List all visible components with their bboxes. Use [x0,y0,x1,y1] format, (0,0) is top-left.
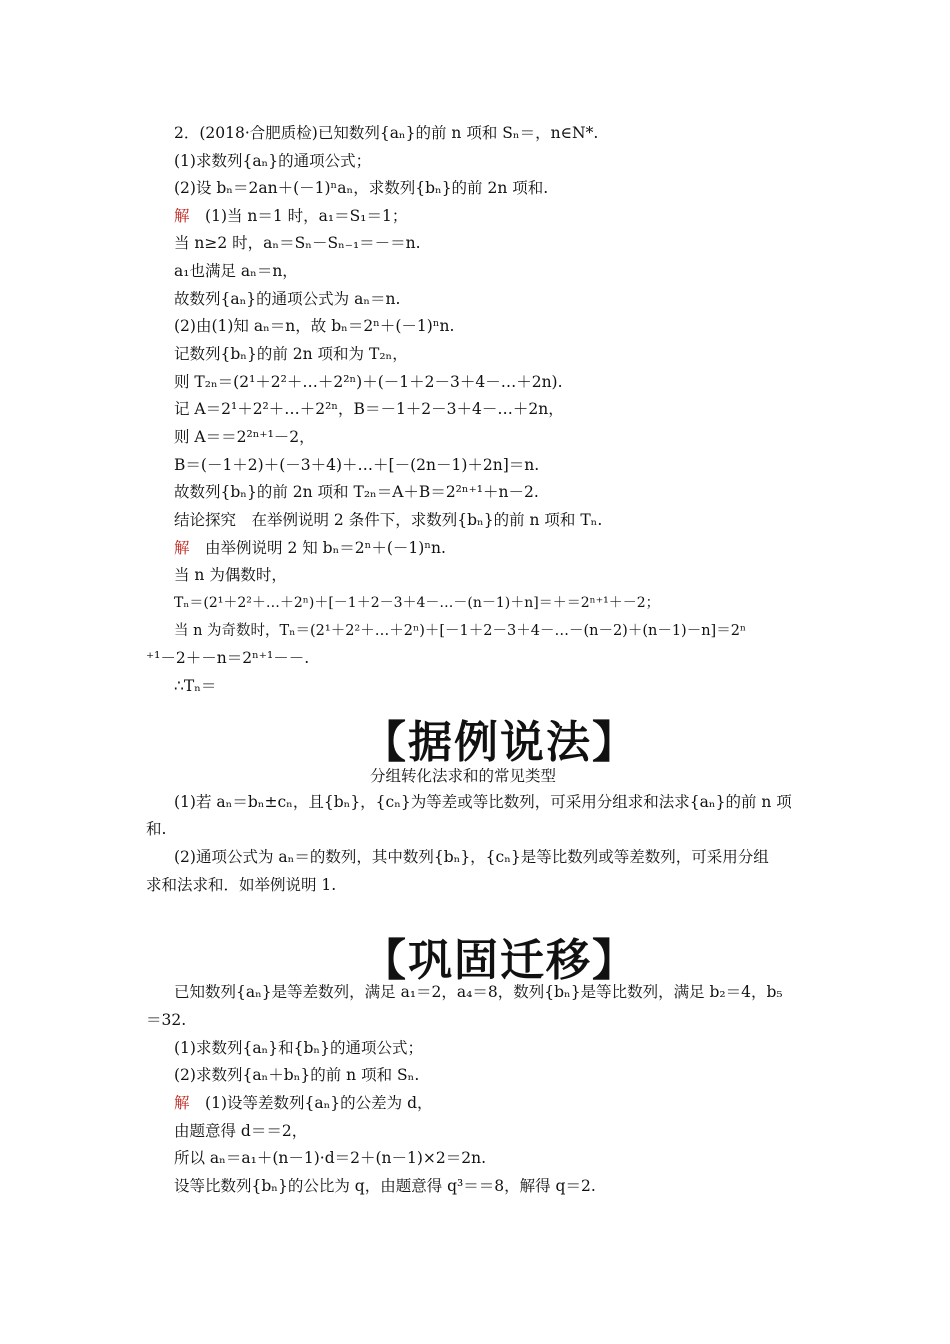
text-line: 所以 aₙ＝a₁＋(n－1)·d＝2＋(n－1)×2＝2n. [174,1149,487,1167]
text-line [174,1121,307,1141]
text-line: ＝32. [146,1011,187,1029]
text-line: Tₙ＝(2¹＋2²＋…＋2ⁿ)＋[－1＋2－3＋4－…－(n－1)＋n]＝＋＝2ⁿ⁺¹＋－2； [174,595,660,611]
text-line: 则 A＝＝2²ⁿ⁺¹－2， [174,428,315,446]
text-line: (1)求数列{aₙ}的通项公式； [174,152,372,170]
text-line: (1)当 n＝1 时，a₁＝S₁＝1； [205,207,408,225]
text-line [174,372,563,392]
section-banner-practice: 【巩固迁移】 [362,935,638,986]
text-line [174,1148,486,1168]
text-line: 结论探究 在举例说明 2 条件下，求数列{bₙ}的前 n 项和 Tₙ. [174,511,603,529]
solution-line [174,538,446,558]
text-line [146,1010,186,1030]
text-line [174,565,287,585]
paragraph-line [174,792,792,812]
section-banner-method: 【据例说法】 [362,717,638,768]
solution-line [174,1093,433,1113]
text-line: 故数列{bₙ}的前 2n 项和 T₂ₙ＝A＋B＝2²ⁿ⁺¹＋n－2. [174,483,539,501]
text-line [174,261,298,281]
text-line [146,648,309,668]
text-line [174,289,400,309]
text-line: 和. [146,820,167,838]
text-line: (2)设 bₙ＝2an＋(－1)ⁿaₙ，求数列{bₙ}的前 2n 项和. [174,179,549,197]
text-line: 求和法求和．如举例说明 1. [146,876,337,894]
text-line: 当 n 为奇数时，Tₙ＝(2¹＋2²＋…＋2ⁿ)＋[－1＋2－3＋4－…－(n－2)＋(n－1)－n]＝2ⁿ [174,623,747,639]
text-line [174,593,660,613]
text-line: B＝(－1＋2)＋(－3＋4)＋…＋[－(2n－1)＋2n]＝n. [174,456,540,474]
text-line: (2)通项公式为 aₙ＝的数列，其中数列{bₙ}，{cₙ}是等比数列或等差数列，可采用分组 [174,848,769,866]
text-line: 则 T₂ₙ＝(2¹＋2²＋…＋2²ⁿ)＋(－1＋2－3＋4－…＋2n). [174,373,563,391]
text-line: 设等比数列{bₙ}的公比为 q，由题意得 q³＝＝8，解得 q＝2. [174,1177,596,1195]
text-line: 当 n≥2 时，aₙ＝Sₙ－Sₙ₋₁＝－＝n. [174,234,421,252]
text-line: 2．(2018·合肥质检)已知数列{aₙ}的前 n 项和 Sₙ＝，n∈N*. [174,124,599,142]
part-1-question [174,1038,423,1058]
text-line [174,344,408,364]
text-line: 记 A＝2¹＋2²＋…＋2²ⁿ，B＝－1＋2－3＋4－…＋2n， [174,400,564,418]
solution-line [174,206,407,226]
practice-statement [174,982,783,1002]
part-2-question [174,1065,419,1085]
paragraph-line [146,875,336,895]
text-line: (2)求数列{aₙ＋bₙ}的前 n 项和 Sₙ. [174,1066,420,1084]
solution-label: 解 [174,1094,190,1112]
text-line: 故数列{aₙ}的通项公式为 aₙ＝n. [174,290,401,308]
text-line: ∴Tₙ＝ [174,677,217,695]
text-line [174,1176,596,1196]
text-line [174,455,539,475]
solution-label: 解 [174,539,190,557]
text-line: a₁也满足 aₙ＝n， [174,262,298,280]
text-line: (1)若 aₙ＝bₙ±cₙ，且{bₙ}，{cₙ}为等差或等比数列，可采用分组求和法求{aₙ}的前 n 项 [174,793,792,811]
paragraph-line [146,819,166,839]
solution-label: 解 [174,207,190,225]
text-line [174,316,454,336]
text-line: (2)由(1)知 aₙ＝n，故 bₙ＝2ⁿ＋(－1)ⁿn. [174,317,455,335]
text-line [174,233,421,253]
text-line: ⁺¹－2＋－n＝2ⁿ⁺¹－－. [146,649,310,667]
text-line [174,399,564,419]
text-line: 记数列{bₙ}的前 2n 项和为 T₂ₙ， [174,345,408,363]
text-line [174,427,315,447]
text-line: 已知数列{aₙ}是等差数列，满足 a₁＝2，a₄＝8，数列{bₙ}是等比数列，满足 b₂＝4，b₅ [174,983,783,1001]
text-line [174,482,539,502]
text-line: 由举例说明 2 知 bₙ＝2ⁿ＋(－1)ⁿn. [205,539,446,557]
text-line [174,621,746,641]
text-line: 当 n 为偶数时， [174,566,287,584]
text-line [174,676,216,696]
part-2-question [174,178,548,198]
text-line: (1)设等差数列{aₙ}的公差为 d， [205,1094,433,1112]
problem-statement [174,123,598,143]
paragraph-line [174,847,769,867]
part-1-question [174,151,371,171]
text-line: 由题意得 d＝＝2， [174,1122,308,1140]
text-line: (1)求数列{aₙ}和{bₙ}的通项公式； [174,1039,423,1057]
conclusion-explore [174,510,602,530]
section-subheading: 分组转化法求和的常见类型 [370,767,557,785]
